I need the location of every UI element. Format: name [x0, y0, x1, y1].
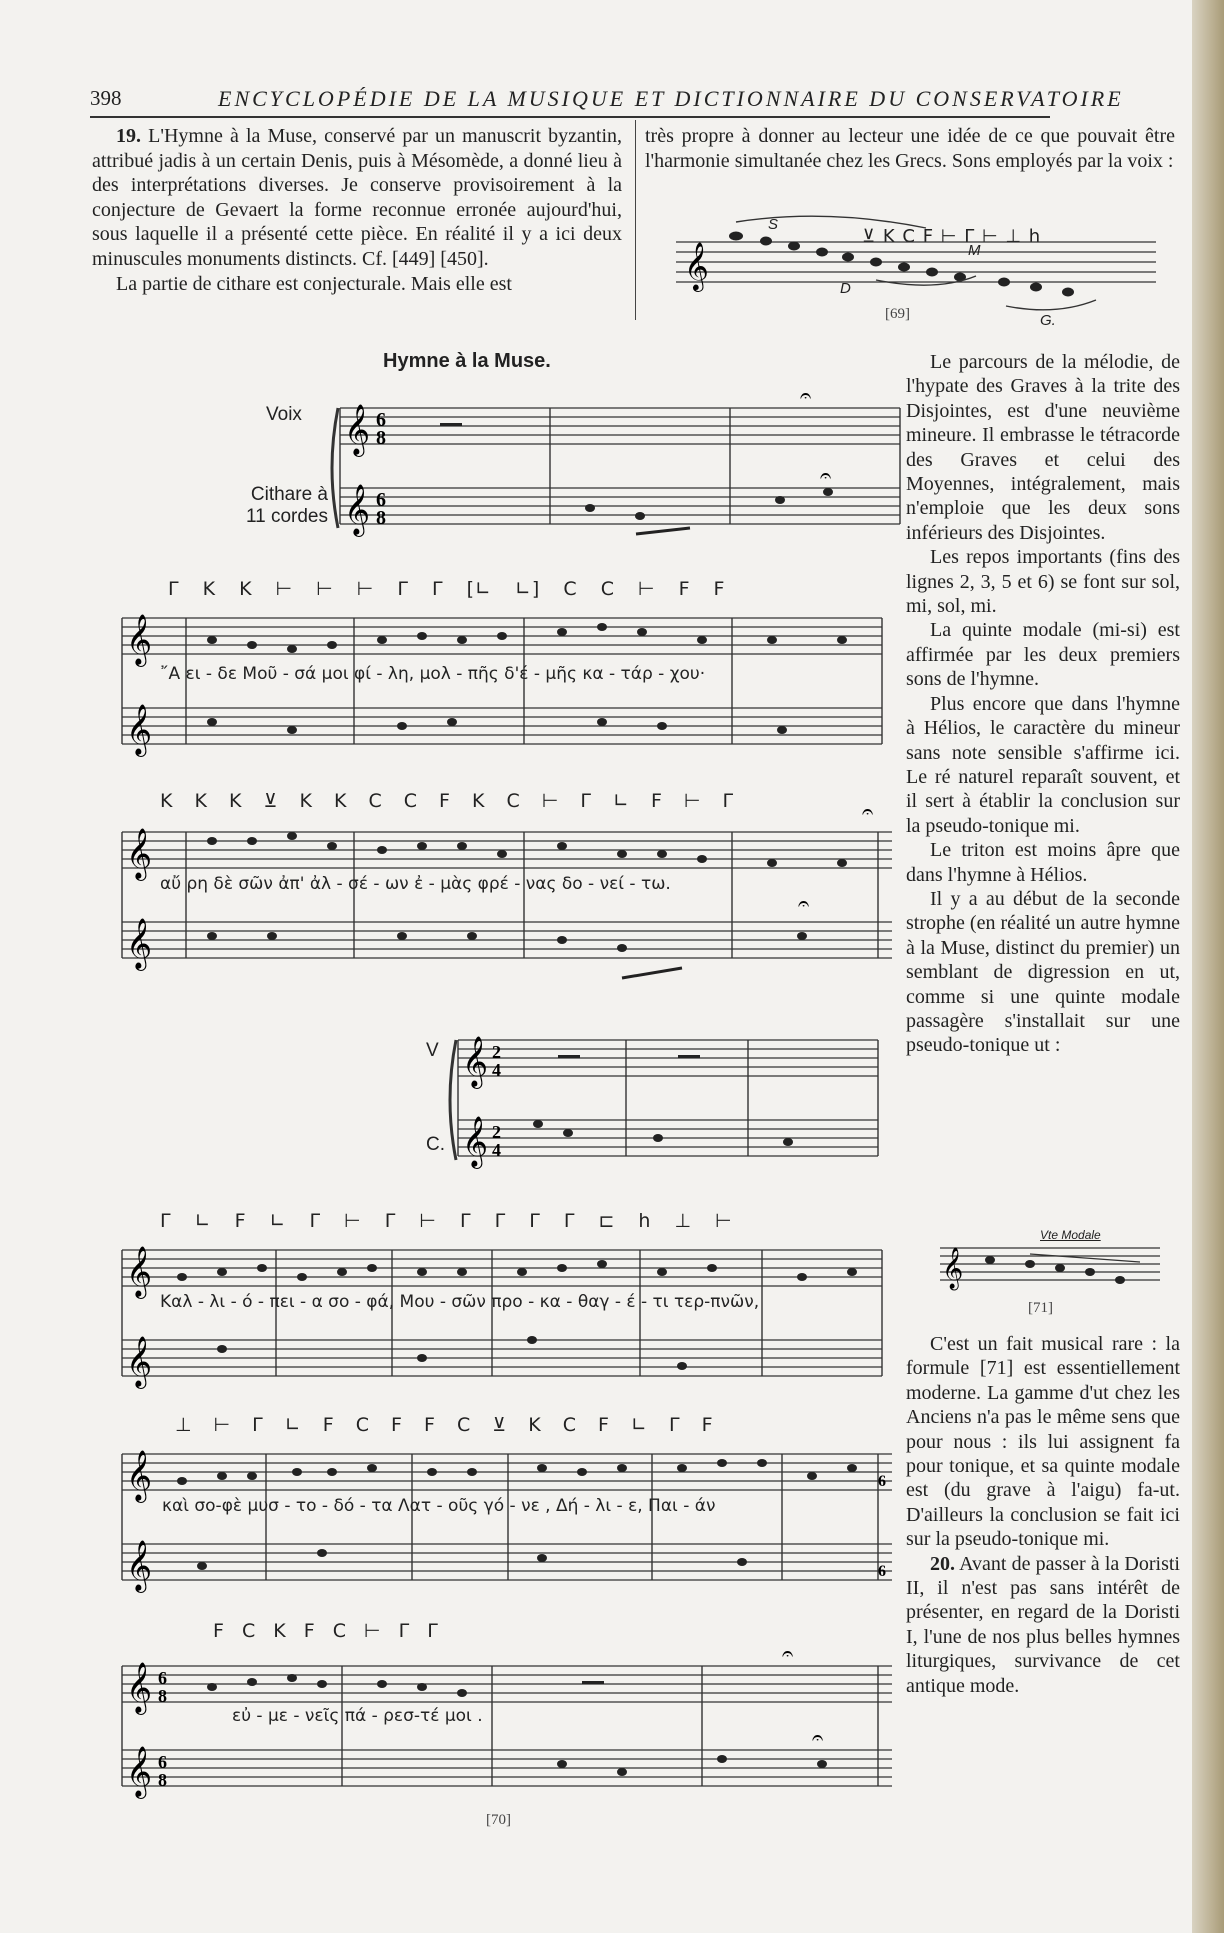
svg-text:𝄞: 𝄞: [344, 484, 371, 535]
paragraph-19-text: L'Hymne à la Muse, conservé par un manuscrit byzantin, attribué jadis à un certain Denis, puis à Mésomède, a donné lieu à des interprétations diverses. Je conserve provisoirement à la conjecture de Gevaert la forme reconnue erronée aujourd'hui, sous laquelle il a présenté cette pièce. En réalité il y a ici deux minuscules monuments distincts. Cf. [449] [450].: [92, 125, 623, 270]
svg-text:𝄐: 𝄐: [812, 1727, 824, 1749]
example71-label: Vte Modale: [1040, 1228, 1101, 1242]
column-separator: [635, 120, 636, 320]
score-row-4-symbols: ⊥ ⊢ Γ ∟ F C F F C ⊻ K C F ∟ Γ F: [175, 1414, 714, 1436]
example69-staff: [676, 236, 1156, 326]
right-column-bottom: [906, 1332, 1180, 1698]
score-vc-system: [458, 1020, 878, 1170]
v-label: V: [426, 1040, 439, 1061]
example71-staff: [940, 1238, 1160, 1298]
score-vc-brace: [444, 1020, 460, 1170]
svg-text:𝄞: 𝄞: [942, 1248, 964, 1289]
page-number: 398: [90, 86, 122, 110]
svg-text:2: 2: [492, 1042, 501, 1062]
svg-text:8: 8: [158, 1686, 167, 1706]
score-row-5-symbols: F C K F C ⊢ Γ Γ: [213, 1620, 439, 1642]
svg-text:6: 6: [878, 1473, 886, 1490]
example71-caption: [71]: [1028, 1300, 1053, 1316]
score-row-4-lyrics: καὶ σο-φὲ μυσ - το - δό - τα Λατ - οῦς γό - νε , Δή - λι - ε, Παι - άν: [162, 1496, 716, 1516]
left-column: [92, 124, 622, 296]
svg-text:6: 6: [158, 1668, 167, 1688]
score-intro-system: [340, 385, 900, 548]
score-title: Hymne à la Muse.: [383, 350, 551, 372]
svg-text:𝄞: 𝄞: [126, 1540, 153, 1591]
paragraph-quinte: La quinte modale (mi-si) est affirmée par les deux premiers sons de l'hymne.: [906, 619, 1180, 691]
right-intro-text: très propre à donner au lecteur une idée de ce que pouvait être l'harmonie simultanée chez les Grecs. Sons employés par la voix :: [645, 125, 1175, 172]
paragraph-19: [92, 124, 622, 272]
svg-text:𝄞: 𝄞: [126, 828, 153, 879]
example69-letter-g: G.: [1040, 312, 1056, 329]
section-number-20: 20.: [930, 1552, 955, 1575]
paragraph-fait-musical: C'est un fait musical rare : la formule [71] est essentiellement moderne. La gamme d'ut chez les Anciens n'a pas le même sens que pour nous : ils lui assignent fa pour tonique, et sa quinte modale est (du grave à l'aigu) fa-ut. D'ailleurs la conclusion se fait ici sur la pseudo-tonique mi.: [906, 1333, 1180, 1551]
paragraph-20: [906, 1552, 1180, 1698]
svg-text:6: 6: [878, 1563, 886, 1580]
score-caption: [70]: [486, 1812, 511, 1828]
paragraph-digression: Il y a au début de la seconde strophe (en réalité un autre hymne à la Muse, distinct du premier) un semblant de digression en ut, comme si une quinte modale passagère s'installait sur une pseudo-tonique ut :: [906, 887, 1180, 1057]
score-row-3-symbols: Γ ∟ F ∟ Γ ⊢ Γ ⊢ Γ Γ Γ Γ ⊏ h ⊥ ⊢: [160, 1210, 733, 1232]
svg-text:8: 8: [376, 427, 386, 449]
running-title: ENCYCLOPÉDIE DE LA MUSIQUE ET DICTIONNAIRE DU CONSERVATOIRE: [218, 86, 1124, 111]
svg-text:𝄞: 𝄞: [344, 404, 371, 455]
voice-label: Voix: [266, 404, 302, 425]
svg-text:8: 8: [158, 1770, 167, 1790]
paragraph-triton: Le triton est moins âpre que dans l'hymne à Hélios.: [906, 839, 1180, 886]
svg-text:8: 8: [376, 507, 386, 529]
svg-text:6: 6: [158, 1752, 167, 1772]
svg-text:6: 6: [376, 409, 386, 431]
c-label: C.: [426, 1134, 445, 1155]
score-row-2-symbols: K K K ⊻ K K C C F K C ⊢ Γ ∟ F ⊢ Γ: [160, 790, 735, 812]
svg-text:𝄞: 𝄞: [126, 614, 153, 665]
header-rule: [90, 116, 1050, 118]
svg-text:6: 6: [376, 489, 386, 511]
svg-text:𝄞: 𝄞: [462, 1116, 489, 1167]
svg-text:4: 4: [492, 1060, 501, 1080]
running-header: [90, 86, 1124, 116]
example69-caption: [69]: [885, 306, 910, 322]
svg-text:𝄞: 𝄞: [126, 1450, 153, 1501]
svg-text:𝄐: 𝄐: [782, 1643, 794, 1665]
svg-text:𝄐: 𝄐: [798, 893, 810, 915]
svg-text:𝄞: 𝄞: [126, 1662, 153, 1713]
score-row-3-lyrics: Καλ - λι - ό - πει - α σο - φά, Μου - σῶν προ - κα - θαγ - έ - τι τερ-πνῶν,: [160, 1292, 760, 1312]
page-edge: [1192, 0, 1224, 1933]
paragraph-mineur: Plus encore que dans l'hymne à Hélios, le caractère du mineur sans note sensible s'affirme ici. Le ré naturel reparaît souvent, et il sert à établir la conclusion sur la pseudo-tonique mi.: [906, 692, 1180, 837]
right-column-top: [645, 124, 1175, 173]
right-column-main: [906, 350, 1180, 1058]
example69-letter-d: D: [840, 280, 851, 297]
score-row-1-symbols: Γ K K ⊢ ⊢ ⊢ Γ Γ [∟ ∟] C C ⊢ F F: [168, 578, 726, 600]
example69-letter-s: S: [768, 216, 779, 233]
svg-text:4: 4: [492, 1140, 501, 1160]
example69-symbols: ⊻ K C F ⊢ Γ ⊢ ⊥ h: [862, 226, 1042, 247]
svg-text:𝄞: 𝄞: [126, 1336, 153, 1387]
svg-text:𝄐: 𝄐: [800, 385, 812, 407]
paragraph-cithare: La partie de cithare est conjecturale. Mais elle est: [116, 272, 512, 295]
score-row-5-lyrics: εὐ - με - νεῖς πά - ρεσ-τέ μοι .: [232, 1706, 483, 1726]
svg-text:𝄐: 𝄐: [862, 801, 874, 823]
cithara-label: Cithare à 11 cordes: [245, 484, 328, 527]
svg-text:𝄞: 𝄞: [126, 1246, 153, 1297]
svg-text:𝄞: 𝄞: [126, 918, 153, 969]
svg-text:𝄐: 𝄐: [820, 465, 832, 487]
svg-text:𝄞: 𝄞: [462, 1036, 489, 1087]
score-row-1-lyrics: ῎Α ει - δε Μοῦ - σά μοι φί - λη, μολ - πῆς δ'έ - μῆς κα - τάρ - χου·: [160, 664, 706, 684]
paragraph-20-text: Avant de passer à la Doristi II, il n'est pas sans intérêt de présenter, en regard de la Doristi I, l'une de nos plus belles hymnes liturgiques, survivance de cet antique mode.: [906, 1552, 1180, 1697]
svg-text:𝄞: 𝄞: [684, 241, 709, 290]
score-intro-brace: [326, 388, 342, 548]
score-row-2-lyrics: αὔ ρη δὲ σῶν ἀπ' ἀλ - σέ - ων ἐ - μὰς φρέ - νας δο - νεί - τω.: [160, 874, 671, 894]
paragraph-repos: Les repos importants (fins des lignes 2, 3, 5 et 6) se font sur sol, mi, sol, mi.: [906, 546, 1180, 618]
svg-text:2: 2: [492, 1122, 501, 1142]
example69-letter-m: M: [968, 242, 981, 259]
paragraph-parcours: Le parcours de la mélodie, de l'hypate des Graves à la trite des Disjointes, est d'une neuvième mineure. Il embrasse le tétracorde des Graves et celui des Moyennes, intégralement, mais n'emploie que les deux sons inférieurs des Disjointes.: [906, 351, 1180, 544]
section-number-19: 19.: [116, 125, 141, 147]
svg-text:𝄞: 𝄞: [126, 704, 153, 755]
svg-text:𝄞: 𝄞: [126, 1746, 153, 1797]
